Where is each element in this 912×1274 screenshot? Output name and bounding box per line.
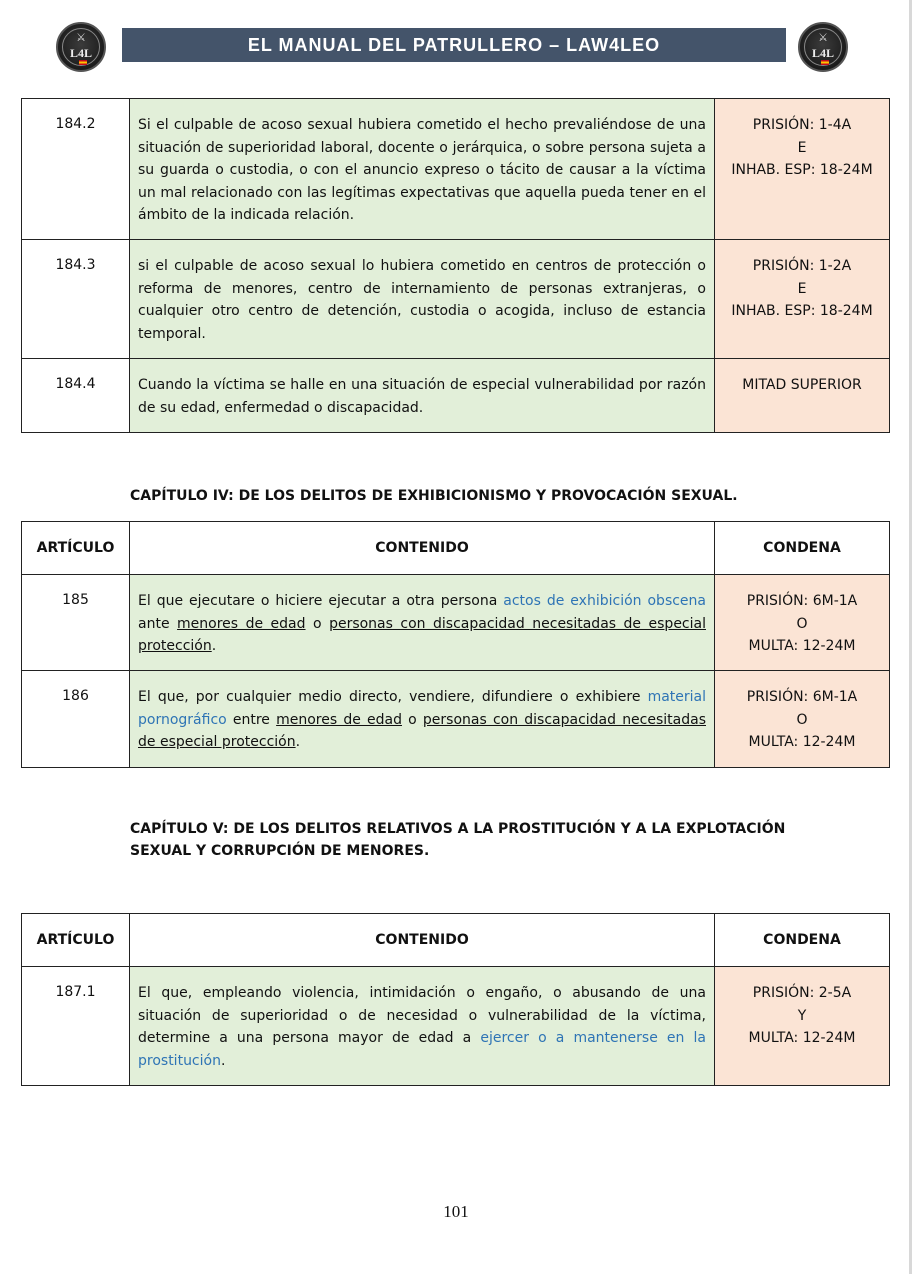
- article-number: 184.3: [22, 240, 130, 359]
- column-header-condena: CONDENA: [715, 522, 890, 575]
- column-header-condena: CONDENA: [715, 914, 890, 967]
- table-row: [22, 575, 890, 671]
- condena-line: PRISIÓN: 6M-1A: [746, 689, 858, 705]
- condena-line: MULTA: 12-24M: [748, 734, 856, 750]
- condena-cell: [715, 240, 890, 359]
- column-header-articulo: ARTÍCULO: [22, 914, 130, 967]
- article-number: 186: [22, 671, 130, 768]
- table-prostitucion: [21, 913, 890, 1086]
- condena-cell: [715, 671, 890, 768]
- condena-cell: [715, 99, 890, 240]
- condena-line: O: [796, 615, 808, 632]
- condena-cell: [715, 359, 890, 433]
- condena-cell: [715, 967, 890, 1086]
- underlined-term: menores de edad: [177, 615, 306, 632]
- table-row: [22, 359, 890, 433]
- condena-line: INHAB. ESP: 18-24M: [731, 162, 873, 178]
- table-header-row: [22, 522, 890, 575]
- condena-line: MULTA: 12-24M: [748, 638, 856, 654]
- condena-line: E: [797, 280, 807, 297]
- header-title: EL MANUAL DEL PATRULLERO – LAW4LEO: [122, 28, 786, 62]
- article-content: El que, empleando violencia, intimidación o engaño, o abusando de una situación de superioridad o de necesidad o vulnerabilidad de la víctima, determine a una persona mayor de edad a ejercer o a mantenerse en la prostitución.: [130, 967, 715, 1086]
- column-header-articulo: ARTÍCULO: [22, 522, 130, 575]
- underlined-term: personas con discapacidad necesitadas de especial protección: [138, 711, 706, 750]
- page-number: 101: [443, 1202, 469, 1221]
- article-content: Si el culpable de acoso sexual hubiera cometido el hecho prevaliéndose de una situación de superioridad laboral, docente o jerárquica, o sobre persona sujeta a su guarda o custodia, o con el anuncio expreso o tácito de causar a la víctima un mal relacionado con las legítimas expectativas que aquella pueda tener en el ámbito de la indicada relación.: [130, 99, 715, 240]
- article-number: 184.4: [22, 359, 130, 433]
- table-acoso-sexual: [21, 98, 890, 433]
- law4leo-logo-right: ⚔ L4L: [798, 22, 848, 72]
- law4leo-logo-left: ⚔ L4L: [56, 22, 106, 72]
- table-row: [22, 967, 890, 1086]
- article-content: Cuando la víctima se halle en una situación de especial vulnerabilidad por razón de su edad, enfermedad o discapacidad.: [130, 359, 715, 433]
- column-header-contenido: CONTENIDO: [130, 914, 715, 967]
- spain-flag-icon: [79, 60, 87, 65]
- highlighted-term: ejercer o a mantenerse en la prostitución: [138, 1030, 706, 1069]
- page-header: [56, 22, 852, 74]
- chapter-v-heading: [130, 818, 785, 862]
- table-exhibicionismo: [21, 521, 890, 768]
- condena-line: E: [797, 139, 807, 156]
- underlined-term: menores de edad: [276, 711, 402, 728]
- column-header-contenido: CONTENIDO: [130, 522, 715, 575]
- underlined-term: personas con discapacidad necesitadas de especial protección: [138, 615, 706, 654]
- table-row: [22, 99, 890, 240]
- condena-cell: [715, 575, 890, 671]
- condena-line: MULTA: 12-24M: [748, 1030, 856, 1046]
- condena-line: PRISIÓN: 1-2A: [752, 258, 852, 274]
- condena-line: INHAB. ESP: 18-24M: [731, 303, 873, 319]
- article-content: El que ejecutare o hiciere ejecutar a otra persona actos de exhibición obscena ante menores de edad o personas con discapacidad necesitadas de especial protección.: [130, 575, 715, 671]
- condena-line: PRISIÓN: 1-4A: [752, 117, 852, 133]
- article-number: 185: [22, 575, 130, 671]
- article-number: 184.2: [22, 99, 130, 240]
- condena-line: PRISIÓN: 6M-1A: [746, 593, 858, 609]
- table-header-row: [22, 914, 890, 967]
- chapter-iv-heading: CAPÍTULO IV: DE LOS DELITOS DE EXHIBICIONISMO Y PROVOCACIÓN SEXUAL.: [130, 488, 738, 504]
- highlighted-term: material pornográfico: [138, 689, 706, 728]
- spain-flag-icon: [821, 60, 829, 65]
- chapter-v-heading-line: CAPÍTULO V: DE LOS DELITOS RELATIVOS A LA PROSTITUCIÓN Y A LA EXPLOTACIÓN: [130, 821, 786, 837]
- condena-line: PRISIÓN: 2-5A: [752, 985, 852, 1001]
- article-content: si el culpable de acoso sexual lo hubiera cometido en centros de protección o reforma de menores, centro de internamiento de personas extranjeras, o cualquier otro centro de detención, custodia o acogida, incluso de estancia temporal.: [130, 240, 715, 359]
- chapter-v-heading-line: SEXUAL Y CORRUPCIÓN DE MENORES.: [130, 843, 430, 859]
- table-row: [22, 671, 890, 768]
- condena-line: Y: [797, 1007, 807, 1024]
- article-number: 187.1: [22, 967, 130, 1086]
- condena-line: O: [796, 711, 808, 728]
- article-content: El que, por cualquier medio directo, vendiere, difundiere o exhibiere material pornográfico entre menores de edad o personas con discapacidad necesitadas de especial protección.: [130, 671, 715, 768]
- condena-line: MITAD SUPERIOR: [742, 377, 862, 393]
- highlighted-term: actos de exhibición obscena: [503, 593, 706, 609]
- table-row: [22, 240, 890, 359]
